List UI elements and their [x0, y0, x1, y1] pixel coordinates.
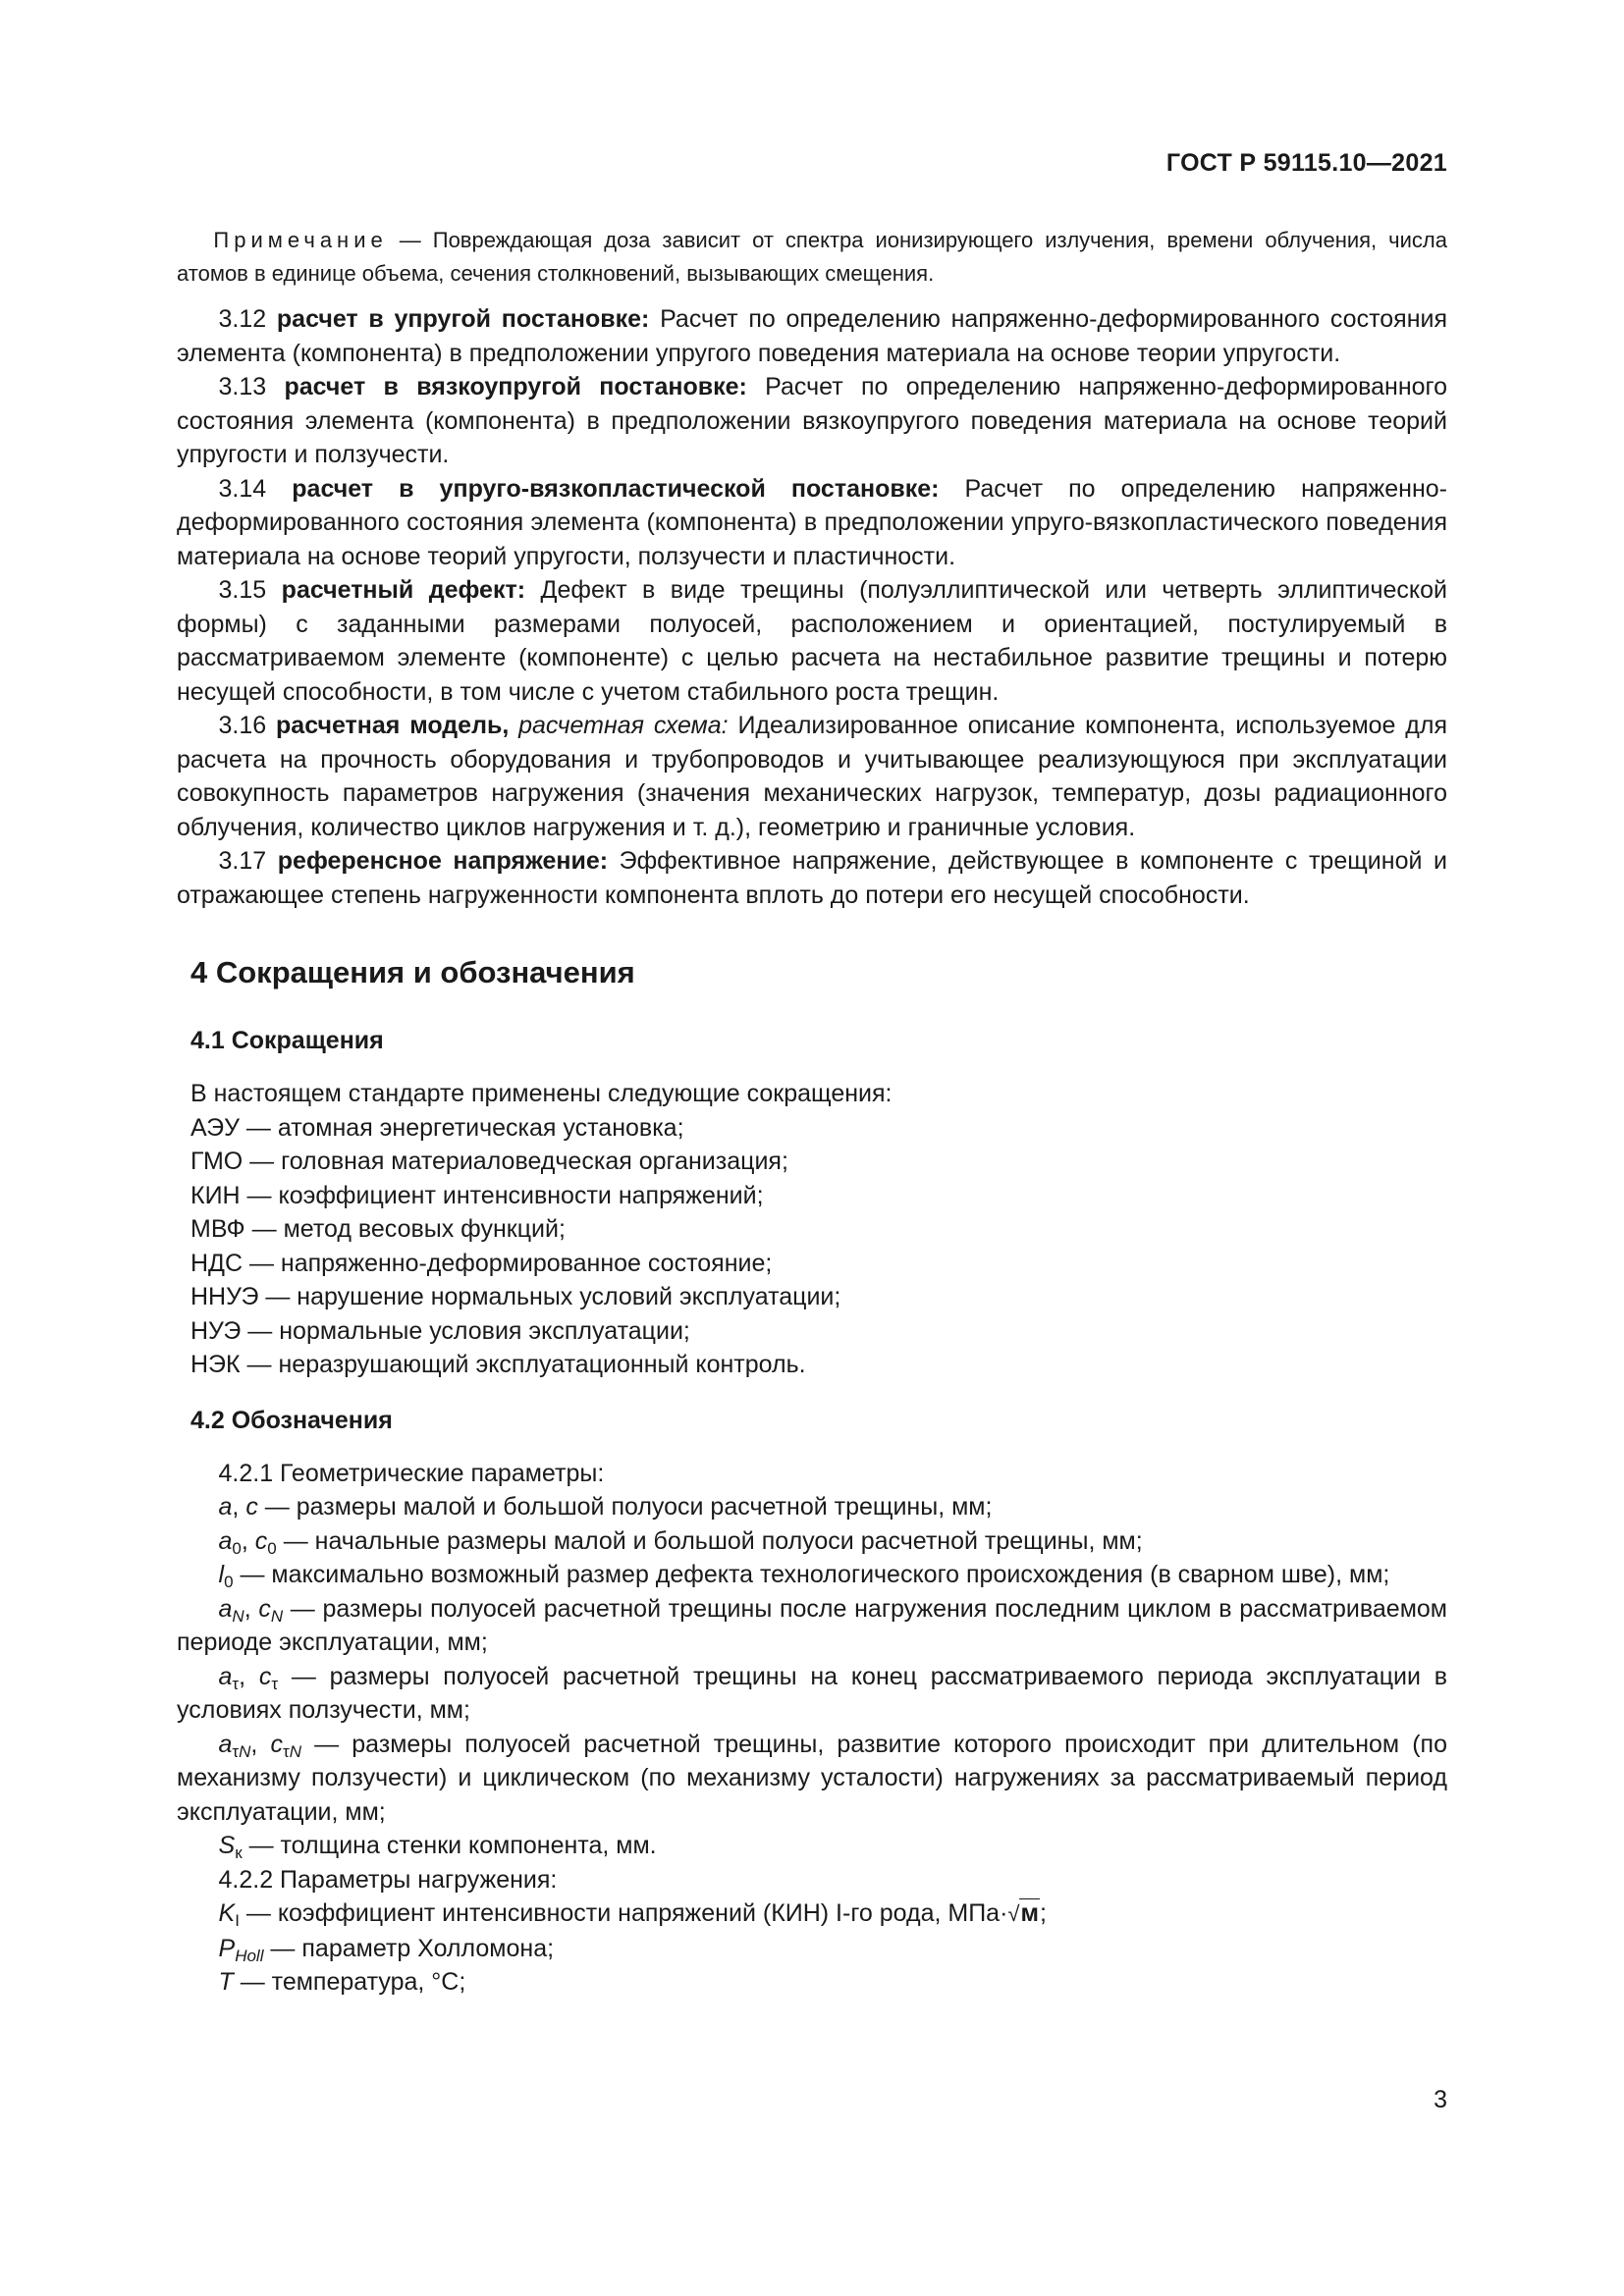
- symbol-at-ct: $a_\tau$, $c_\tau$ — размеры полуосей расчетной трещины на конец рассматриваемого периода эксплуатации в условиях ползучести, мм;: [177, 1662, 1447, 1724]
- term-title: расчетная модель,: [276, 712, 510, 739]
- term-3-16: 3.16 расчетная модель, расчетная схема: Идеализированное описание компонента, используемое для расчета на прочность оборудования и трубопроводов и учитывающее реализующуюся при эксплуатации совокупность параметров нагружения (значения механических нагрузок, температур, дозы радиационного облучения, количество циклов нагружения и т. д.), геометрию и граничные условия.: [177, 712, 1448, 841]
- geometric-params-heading: 4.2.1 Геометрические параметры:: [218, 1459, 605, 1487]
- page-content: [177, 224, 1447, 2000]
- note-text: — Повреждающая доза зависит от спектра ионизирующего излучения, времени облучения, числа атомов в единице объема, сечения столкновений, вызывающих смещения.: [177, 228, 1447, 286]
- term-3-17: 3.17 референсное напряжение: Эффективное напряжение, действующее в компоненте с трещиной и отражающее степень нагруженности компонента вплоть до потери его несущей способности.: [177, 847, 1447, 909]
- section-4-1-heading: 4.1 Сокращения: [190, 1027, 384, 1054]
- term-alt-title: расчетная схема:: [518, 712, 729, 739]
- term-title: референсное напряжение:: [277, 847, 609, 875]
- symbol-t: T — температура, °C;: [218, 1968, 466, 1996]
- term-title: расчет в упруго-вязкопластической постановке:: [292, 474, 940, 503]
- symbol-atN-ctN: $a_{\tau N}$, $c_{\tau N}$ — размеры полуосей расчетной трещины, развитие которого происходит при длительном (по механизму ползучести) и циклическом (по механизму усталости) нагружениях за рассматриваемый период эксплуатации, мм;: [177, 1730, 1447, 1826]
- abbreviation-item: НУЭ — нормальные условия эксплуатации;: [190, 1316, 690, 1345]
- symbol-l0: $l_0$ — максимально возможный размер дефекта технологического происхождения (в сварном шве), мм;: [218, 1561, 1390, 1591]
- abbreviation-item: МВФ — метод весовых функций;: [190, 1215, 566, 1243]
- symbol-ki: $K_I$ — коэффициент интенсивности напряжений (КИН) I-го рода, МПа·√м;: [218, 1899, 1047, 1930]
- note-label: Примечание: [213, 228, 388, 252]
- document-id-header: ГОСТ Р 59115.10—2021: [1165, 149, 1447, 177]
- symbol-a0-c0: $a_0$, $c_0$ — начальные размеры малой и большой полуоси расчетной трещины, мм;: [218, 1526, 1143, 1558]
- abbreviation-item: ННУЭ — нарушение нормальных условий эксплуатации;: [190, 1283, 841, 1310]
- symbol-pholl: $P_{Holl}$ — параметр Холломона;: [218, 1934, 555, 1965]
- term-3-13: 3.13 расчет в вязкоупругой постановке: Расчет по определению напряженно-деформированного состояния элемента (компонента) в предположении вязкоупругого поведения материала на основе теорий упругости и ползучести.: [177, 373, 1448, 468]
- term-3-15: 3.15 расчетный дефект: Дефект в виде трещины (полуэллиптической или четверть эллиптической формы) с заданными размерами полуосей, расположением и ориентацией, постулируемый в рассматриваемом элементе (компоненте) с целью расчета на нестабильное развитие трещины и потерю несущей способности, в том числе с учетом стабильного роста трещин.: [177, 576, 1447, 706]
- abbreviation-item: ГМО — головная материаловедческая организация;: [190, 1148, 788, 1175]
- term-title: расчетный дефект:: [281, 576, 526, 604]
- abbreviations-intro: В настоящем стандарте применены следующие сокращения:: [190, 1080, 893, 1107]
- note-paragraph: [177, 224, 1447, 291]
- abbreviation-item: КИН — коэффициент интенсивности напряжений;: [190, 1181, 764, 1209]
- section-4-heading: 4 Сокращения и обозначения: [190, 955, 635, 989]
- term-title: расчет в упругой постановке:: [276, 305, 650, 333]
- symbol-a-c: a, c — размеры малой и большой полуоси расчетной трещины, мм;: [218, 1493, 993, 1521]
- symbol-aN-cN: $a_N$, $c_N$ — размеры полуосей расчетной трещины после нагружения последним циклом в рассматриваемом периоде эксплуатации, мм;: [177, 1594, 1447, 1656]
- term-3-12: 3.12 расчет в упругой постановке: Расчет по определению напряженно-деформированного состояния элемента (компонента) в предположении упругого поведения материала на основе теории упругости.: [177, 305, 1448, 367]
- term-title: расчет в вязкоупругой постановке:: [284, 373, 747, 400]
- abbreviation-item: АЭУ — атомная энергетическая установка;: [190, 1113, 684, 1142]
- page-number: 3: [1434, 2086, 1447, 2113]
- square-root-icon: √м: [1007, 1899, 1039, 1927]
- abbreviation-item: НЭК — неразрушающий эксплуатационный контроль.: [190, 1351, 806, 1378]
- loading-params-heading: 4.2.2 Параметры нагружения:: [218, 1865, 558, 1894]
- symbol-sk: $S_к$ — толщина стенки компонента, мм.: [218, 1832, 657, 1862]
- abbreviation-item: НДС — напряженно-деформированное состояние;: [190, 1249, 773, 1277]
- term-3-14: 3.14 расчет в упруго-вязкопластической постановке: Расчет по определению напряженно-деформированного состояния элемента (компонента) в предположении упруго-вязкопластического поведения материала на основе теорий упругости, ползучести и пластичности.: [177, 474, 1447, 570]
- section-4-2-heading: 4.2 Обозначения: [190, 1406, 393, 1434]
